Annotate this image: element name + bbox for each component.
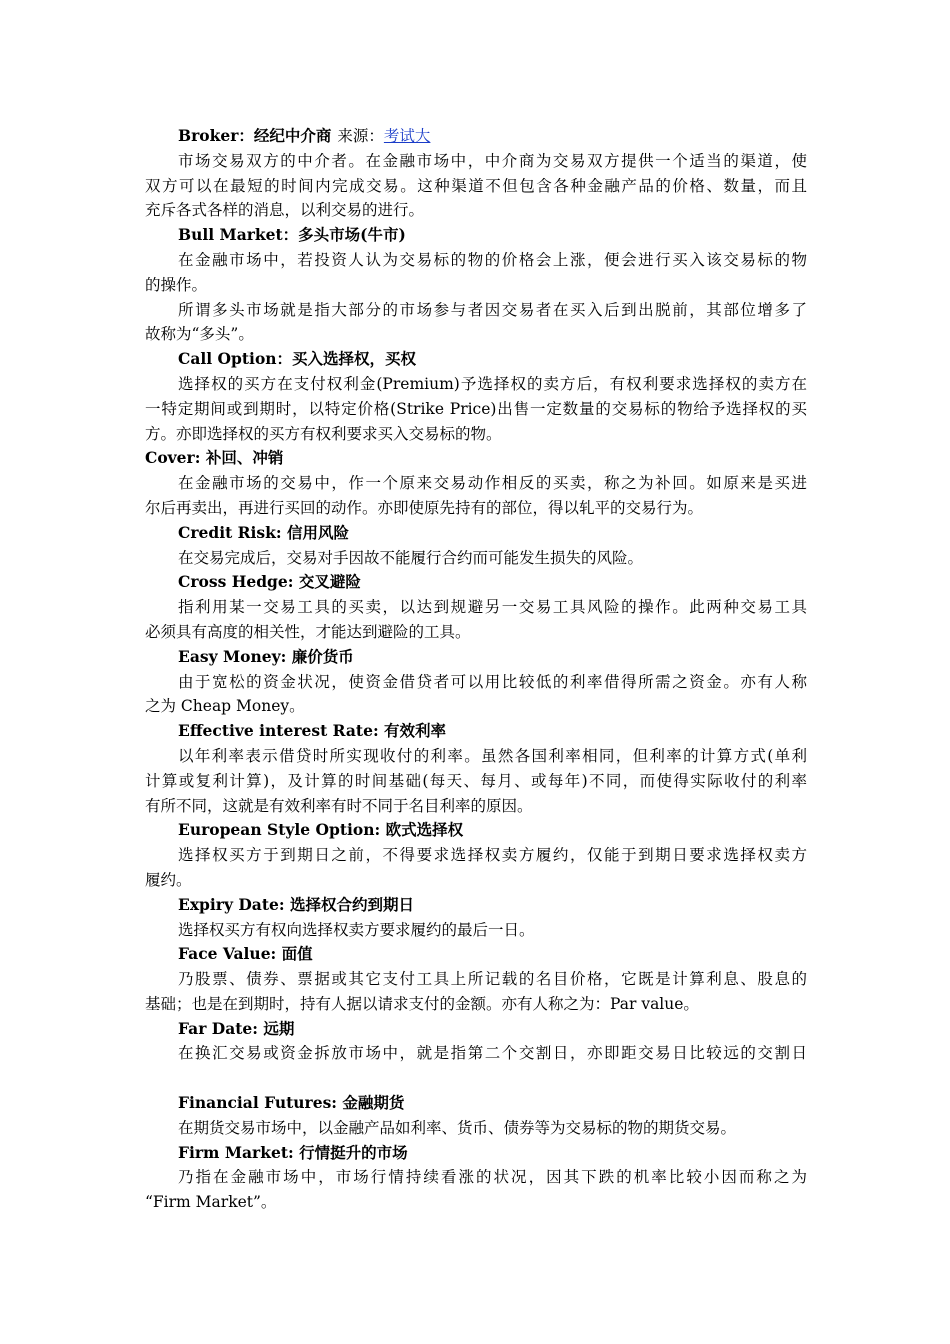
definition-line: 充斥各式各样的消息，以利交易的进行。 <box>145 201 425 220</box>
definition-line: 履约。 <box>145 870 192 889</box>
definition-line: 一特定期间或到期时，以特定价格(Strike Price)出售一定数量的交易标的物给予选择权的买 <box>145 399 807 418</box>
term-heading-european-style-option: European Style Option: 欧式选择权 <box>178 820 464 840</box>
definition-line: 指利用某一交易工具的买卖，以达到规避另一交易工具风险的操作。此两种交易工具 <box>178 598 807 617</box>
definition-line: 以年利率表示借贷时所实现收付的利率。虽然各国利率相同，但利率的计算方式(单利 <box>178 746 807 765</box>
definition-line: 选择权买方于到期日之前，不得要求选择权卖方履约，仅能于到期日要求选择权卖方 <box>178 846 807 865</box>
definition-line: 选择权买方有权向选择权卖方要求履约的最后一日。 <box>178 920 535 939</box>
definition-line: 在金融市场的交易中，作一个原来交易动作相反的买卖，称之为补回。如原来是买进 <box>178 474 807 493</box>
definition-line: 故称为“多头”。 <box>145 325 254 344</box>
term-heading-expiry-date: Expiry Date: 选择权合约到期日 <box>178 894 414 914</box>
definition-line: 的操作。 <box>145 275 208 294</box>
definition-line: 基础；也是在到期时，持有人据以请求支付的金额。亦有人称之为：Par value。 <box>145 994 699 1013</box>
term-heading-firm-market: Firm Market: 行情挺升的市场 <box>178 1142 408 1162</box>
definition-line: 计算或复利计算)，及计算的时间基础(每天、每月、或每年)不同，而使得实际收付的利率 <box>145 771 807 790</box>
document-body <box>145 124 807 1215</box>
term-heading-financial-futures: Financial Futures: 金融期货 <box>178 1093 405 1113</box>
blank-line <box>145 1066 807 1091</box>
definition-line: 在换汇交易或资金拆放市场中，就是指第二个交割日，亦即距交易日比较远的交割日 <box>178 1044 807 1063</box>
definition-line: 在交易完成后，交易对手因故不能履行合约而可能发生损失的风险。 <box>178 548 644 567</box>
source-link[interactable]: 考试大 <box>383 127 431 145</box>
term-heading-face-value: Face Value: 面值 <box>178 944 313 964</box>
definition-line: 乃股票、债券、票据或其它支付工具上所记载的名目价格，它既是计算利息、股息的 <box>178 970 807 989</box>
term-heading-call-option: Call Option：买入选择权，买权 <box>178 349 417 369</box>
definition-line: 所谓多头市场就是指大部分的市场参与者因交易者在买入后到出脱前，其部位增多了 <box>178 300 807 319</box>
definition-line: 方。亦即选择权的买方有权利要求买入交易标的物。 <box>145 424 502 443</box>
definition-line: 之为 Cheap Money。 <box>145 697 305 716</box>
definition-line: 在期货交易市场中，以金融产品如利率、货币、债券等为交易标的物的期货交易。 <box>178 1118 737 1137</box>
term-title: Broker：经纪中介商 <box>178 126 332 145</box>
term-heading-credit-risk: Credit Risk: 信用风险 <box>178 522 349 542</box>
term-heading-effective-interest-rate: Effective interest Rate: 有效利率 <box>178 721 447 741</box>
term-heading-broker <box>145 124 807 149</box>
term-heading-bull-market: Bull Market：多头市场(牛市) <box>178 225 406 245</box>
definition-line: 市场交易双方的中介者。在金融市场中，中介商为交易双方提供一个适当的渠道，使 <box>178 151 807 170</box>
definition-line: 在金融市场中，若投资人认为交易标的物的价格会上涨，便会进行买入该交易标的物 <box>178 250 807 269</box>
definition-line: 由于宽松的资金状况，使资金借贷者可以用比较低的利率借得所需之资金。亦有人称 <box>178 672 807 691</box>
term-heading-cross-hedge: Cross Hedge: 交叉避险 <box>178 572 361 592</box>
definition-line: “Firm Market”。 <box>145 1193 277 1212</box>
term-heading-far-date: Far Date: 远期 <box>178 1018 295 1038</box>
definition-line: 双方可以在最短的时间内完成交易。这种渠道不但包含各种金融产品的价格、数量，而且 <box>145 176 807 195</box>
definition-line: 有所不同，这就是有效利率有时不同于名目利率的原因。 <box>145 796 533 815</box>
term-heading-easy-money: Easy Money: 廉价货币 <box>178 646 354 666</box>
definition-line: 乃指在金融市场中，市场行情持续看涨的状况，因其下跌的机率比较小因而称之为 <box>178 1168 807 1187</box>
source-label: 来源： <box>337 127 384 145</box>
definition-line: 尔后再卖出，再进行买回的动作。亦即使原先持有的部位，得以轧平的交易行为。 <box>145 498 704 517</box>
term-heading-cover: Cover: 补回、冲销 <box>145 448 284 468</box>
definition-line: 选择权的买方在支付权利金(Premium)予选择权的卖方后，有权利要求选择权的卖方在 <box>178 374 807 393</box>
definition-line: 必须具有高度的相关性，才能达到避险的工具。 <box>145 622 471 641</box>
